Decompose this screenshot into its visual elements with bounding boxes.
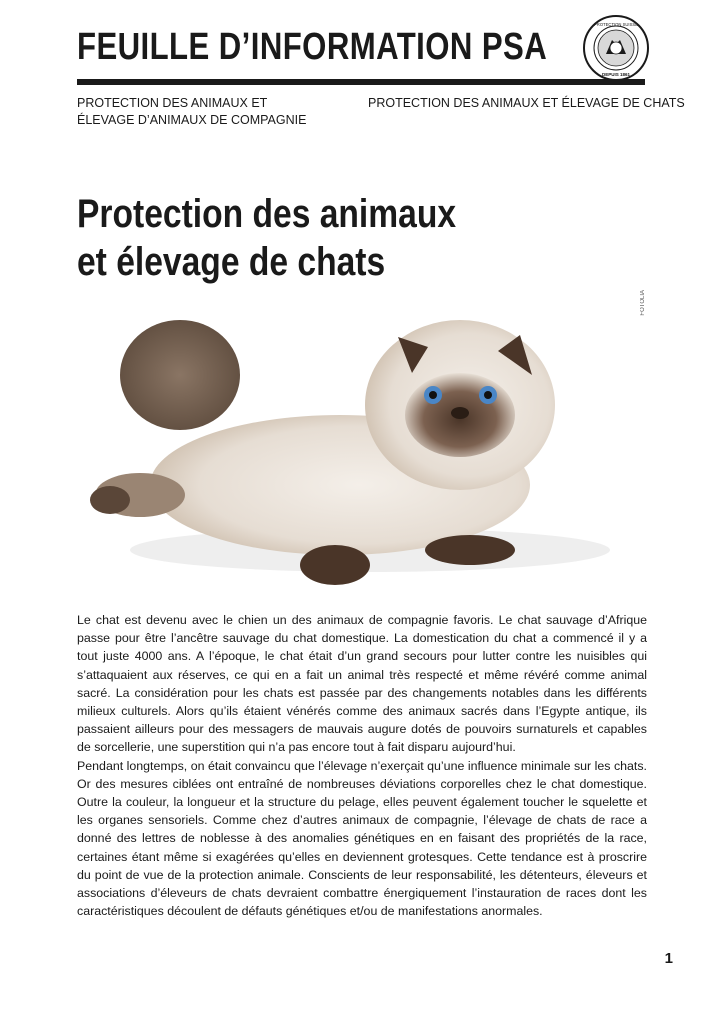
cat-photo	[80, 295, 640, 595]
series-label-line1: PROTECTION DES ANIMAUX ET	[77, 96, 268, 110]
header-rule	[77, 79, 645, 85]
document-header-title: FEUILLE D’INFORMATION PSA	[77, 26, 548, 68]
svg-text:PROTECTION SUISSE: PROTECTION SUISSE	[594, 22, 638, 27]
page-title-line1: Protection des animaux	[77, 192, 457, 236]
photo-credit: FOTOLIA	[640, 290, 646, 316]
page-number: 1	[664, 950, 673, 967]
page-title-line2: et élevage de chats	[77, 240, 386, 284]
psa-seal-logo	[582, 14, 650, 82]
page-title	[77, 190, 456, 286]
article-paragraph-2: Pendant longtemps, on était convaincu que l’élevage n’exerçait qu’une influence minimale sur les chats. Or des mesures ciblées ont entraîné de nombreuses déviations corporelles chez le chat domestique. Outre la couleur, la longueur et la structure du pelage, elles peuvent également toucher le squelette et les organes sensoriels. Comme chez d’autres animaux de compagnie, l’élevage de chats de race a donné des lettres de noblesse à des anomalies génétiques en en faisant des propriétés de la race, certaines étant même si exagérées qu’elles en deviennent grotesques. Cette tendance est à proscrire du point de vue de la protection animale. Conscients de leur responsabilité, les détenteurs, éleveurs et associations d’éleveurs de chats devraient combattre énergiquement l’instauration de races dont les caractéristiques découlent de défauts génétiques et/ou de manifestations anormales.	[77, 758, 647, 919]
article-paragraph-1: Le chat est devenu avec le chien un des animaux de compagnie favoris. Le chat sauvage d’Afrique passe pour être l’ancêtre sauvage du chat domestique. La domestication du chat a commencé il y a tout juste 4000 ans. A l’époque, le chat était d’un grand secours pour lutter contre les nuisibles qui s’attaquaient aux réserves, ce qui en a fait un animal très respecté et même révéré comme animal sacré. La considération pour les chats est passée par des changements notables dans les différents milieux culturels. Alors qu’ils étaient vénérés comme des animaux sacrés dans l’Egypte antique, ils passaient ailleurs pour des messagers de mauvais augure dotés de pouvoirs surnaturels et capables de sorcellerie, une superstition qui n’a pas encore tout à fait disparu aujourd’hui.	[77, 613, 647, 755]
svg-text:DEPUIS 1861: DEPUIS 1861	[601, 72, 631, 77]
article-body	[77, 611, 647, 920]
topic-label: PROTECTION DES ANIMAUX ET ÉLEVAGE DE CHATS	[368, 96, 685, 110]
series-label	[77, 95, 306, 129]
series-label-line2: ÉLEVAGE D’ANIMAUX DE COMPAGNIE	[77, 113, 307, 127]
